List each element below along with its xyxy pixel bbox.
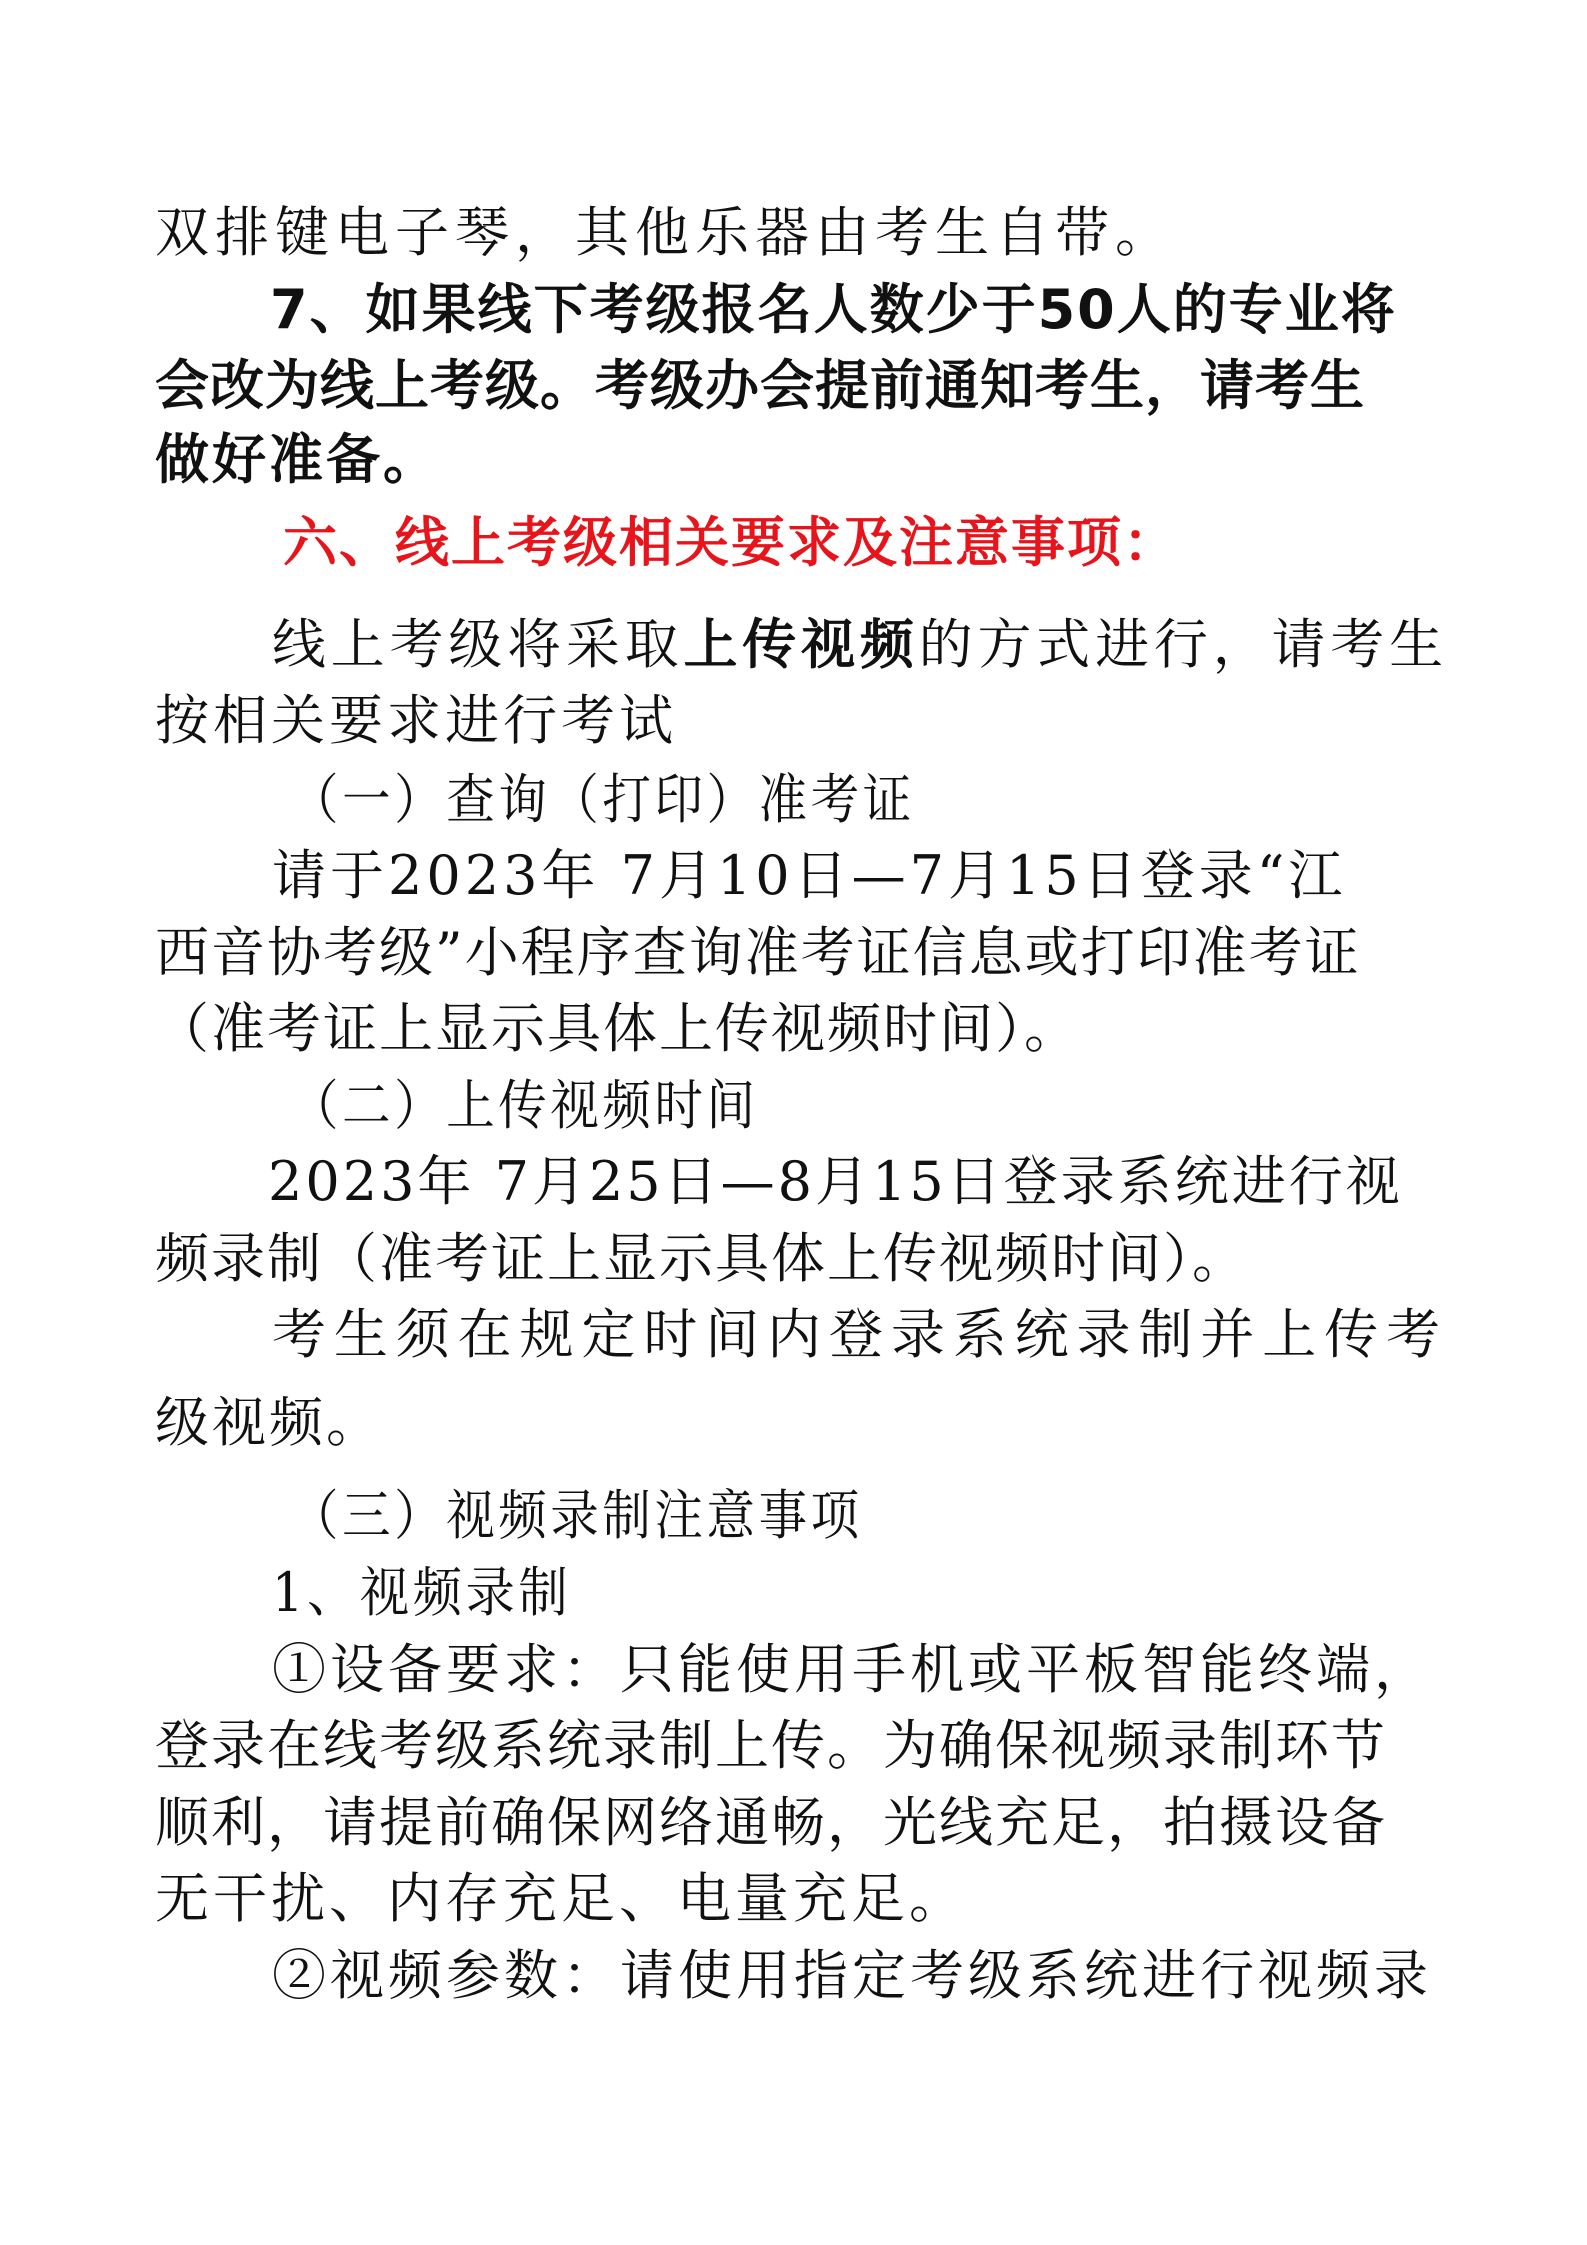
- sub2-line1: 2023年 7月25日—8月15日登录系统进行视: [268, 1150, 1403, 1213]
- intro-line2: 按相关要求进行考试: [155, 689, 677, 752]
- intro-highlight: 上传视频: [683, 613, 919, 676]
- sub1-heading: （一）查询（打印）准考证: [290, 768, 915, 831]
- device-line1: ①设备要求：只能使用手机或平板智能终端，: [272, 1638, 1432, 1701]
- item7-line1: 7、如果线下考级报名人数少于50人的专业将: [270, 278, 1397, 341]
- item7-line3: 做好准备。: [155, 428, 440, 491]
- sub1-line3: （准考证上显示具体上传视频时间）。: [155, 997, 1080, 1060]
- device-line2: 登录在线考级系统录制上传。为确保视频录制环节: [155, 1714, 1387, 1777]
- intro-line1: [272, 607, 1448, 683]
- section6-heading: 六、线上考级相关要求及注意事项：: [283, 511, 1179, 574]
- sub2-line2: 频录制（准考证上显示具体上传视频时间）。: [155, 1227, 1248, 1290]
- sub2-heading: （二）上传视频时间: [290, 1074, 759, 1137]
- sub1-line2: 西音协考级”小程序查询准考证信息或打印准考证: [155, 921, 1361, 984]
- device-line3: 顺利，请提前确保网络通畅，光线充足，拍摄设备: [155, 1791, 1387, 1854]
- sub1-line1: 请于2023年 7月10日—7月15日登录“江: [272, 844, 1347, 907]
- sub3-heading: （三）视频录制注意事项: [290, 1484, 863, 1547]
- device-line4: 无干扰、内存充足、电量充足。: [155, 1867, 967, 1930]
- intro-part2: 的方式进行，请考生: [918, 613, 1448, 676]
- params-line1: ②视频参数：请使用指定考级系统进行视频录: [272, 1944, 1432, 2007]
- item6-tail: 双排键电子琴，其他乐器由考生自带。: [155, 201, 1175, 264]
- item7-line2: 会改为线上考级。考级办会提前通知考生，请考生: [155, 354, 1365, 417]
- sub3-item1-heading: 1、视频录制: [272, 1561, 572, 1624]
- intro-part1: 线上考级将采取: [272, 613, 684, 676]
- sub2-line3: 考生须在规定时间内登录系统录制并上传考: [272, 1303, 1448, 1366]
- sub2-line4: 级视频。: [155, 1391, 383, 1454]
